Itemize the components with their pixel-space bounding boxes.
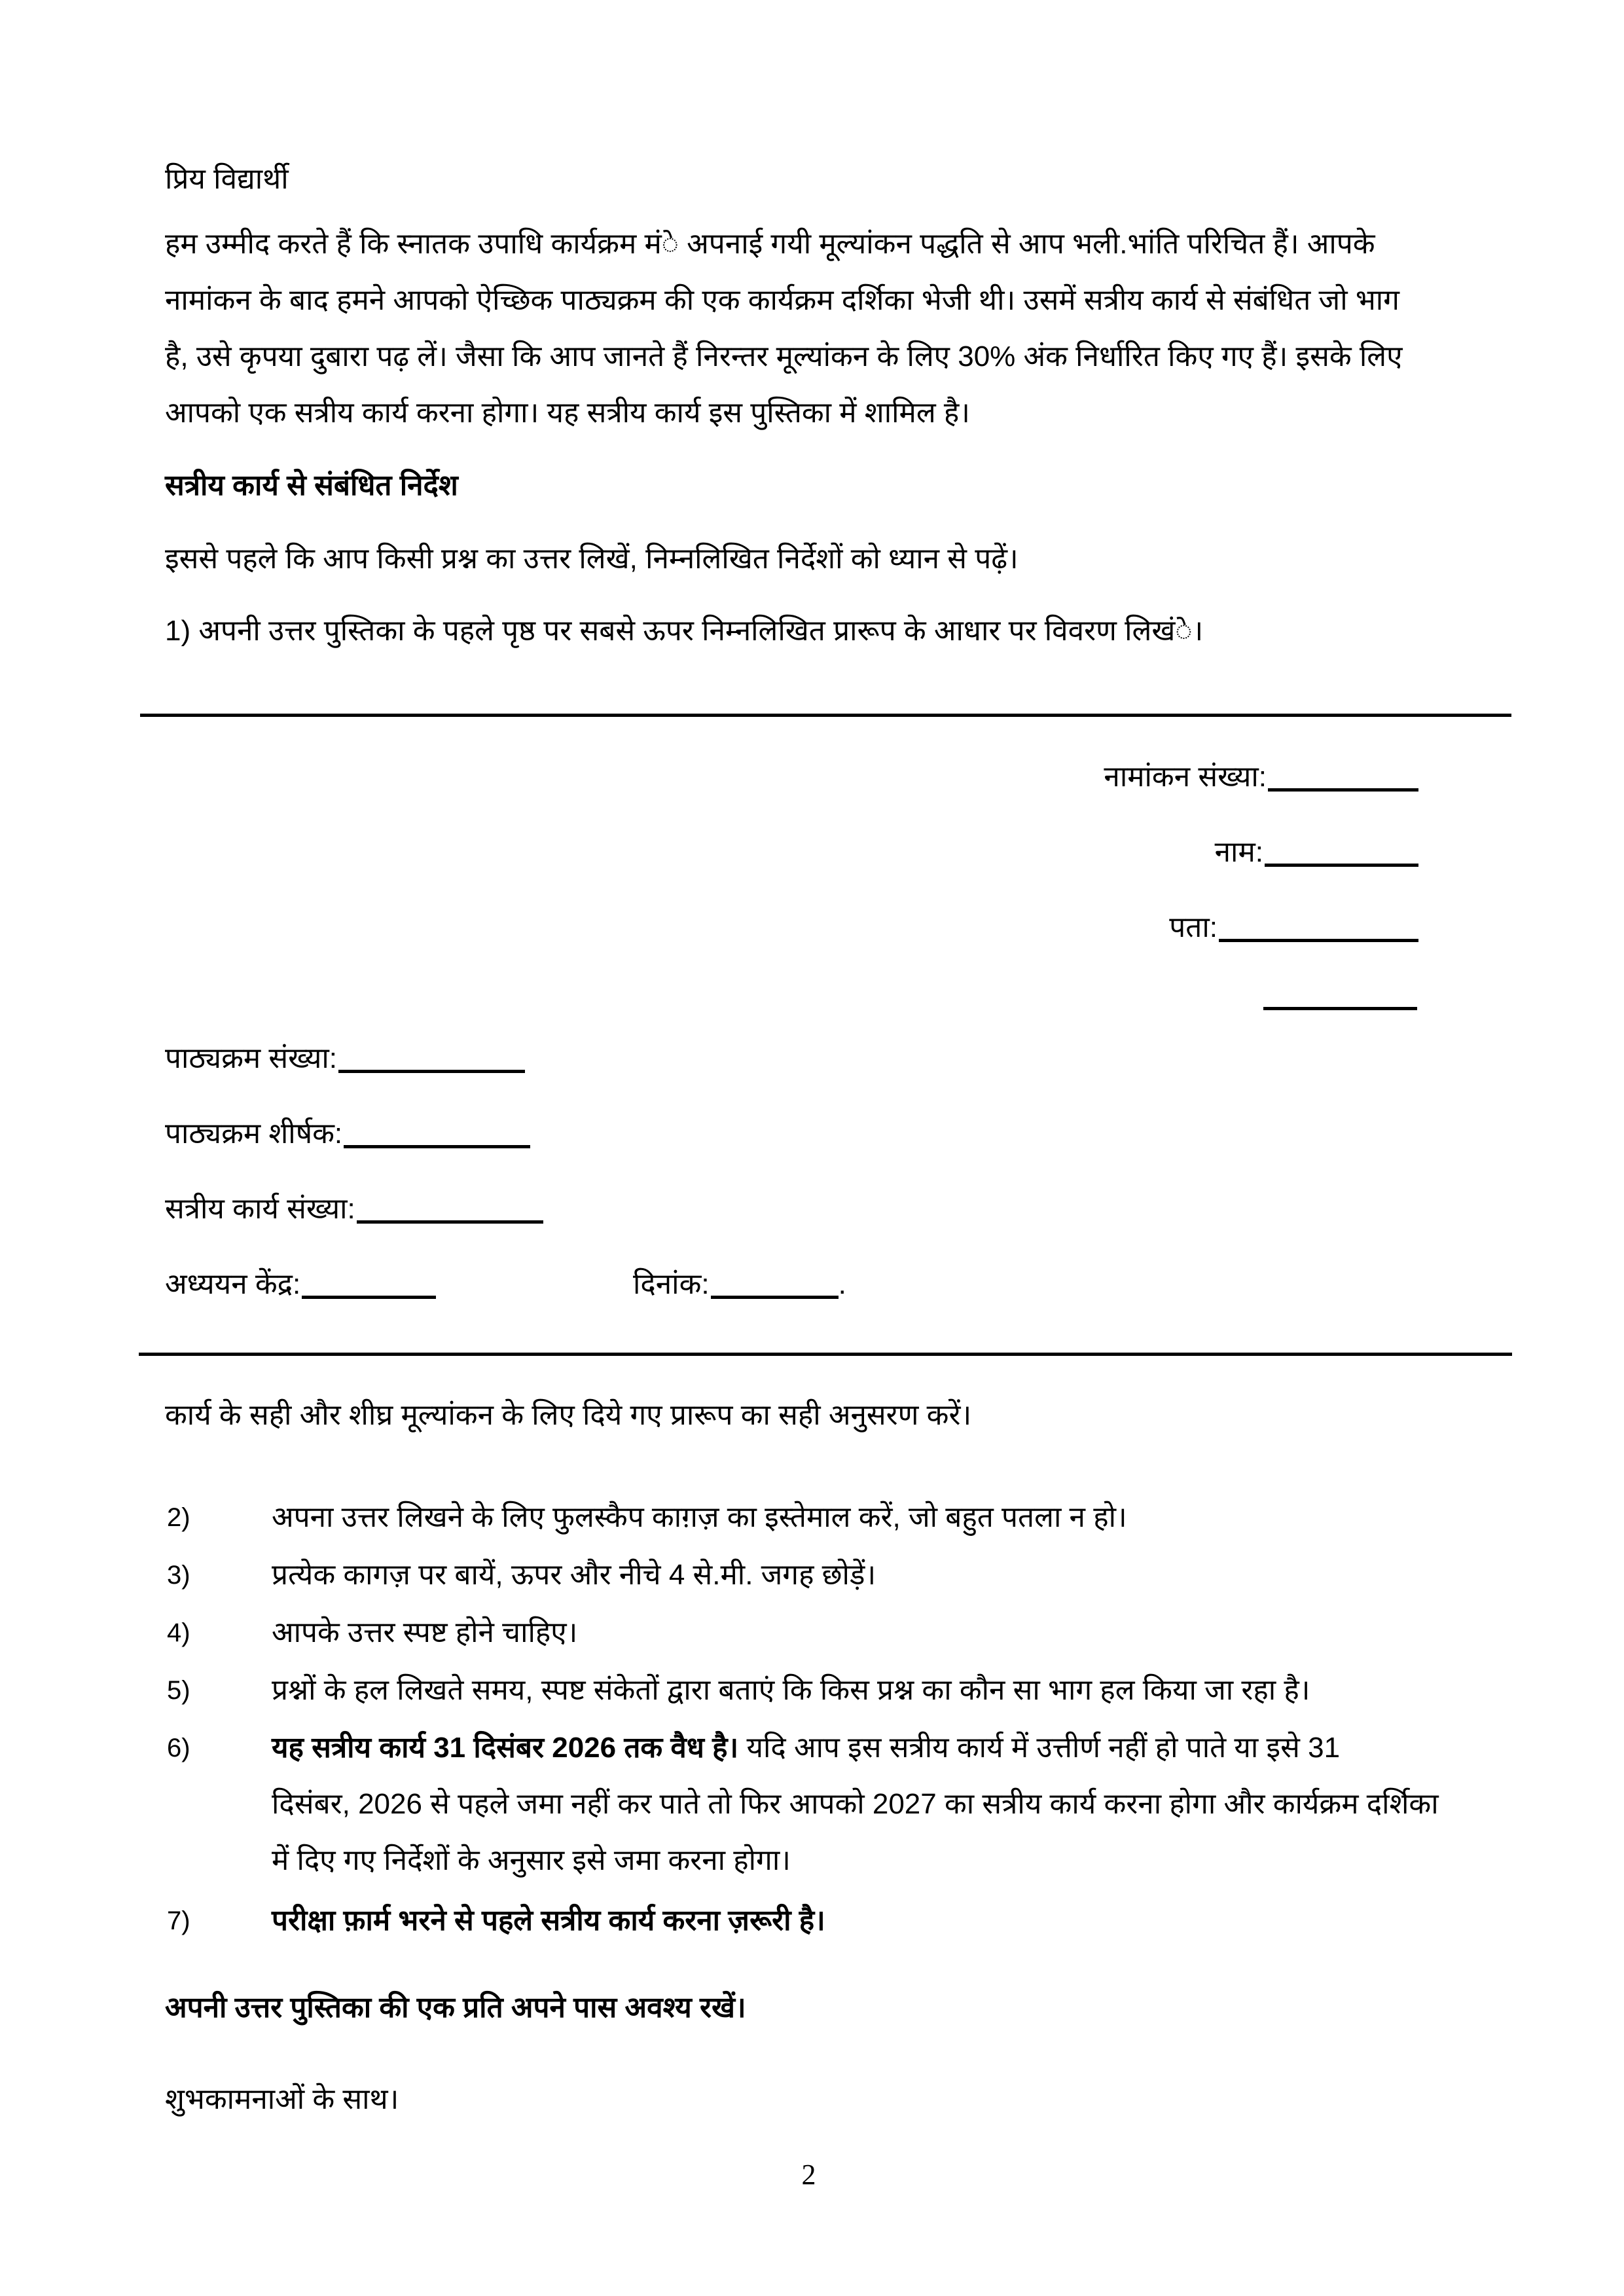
list-item-body [272, 1547, 1510, 1603]
field-enrolment-number-rule[interactable] [1268, 766, 1418, 792]
field-date [633, 1270, 846, 1299]
list-item-number: 3) [167, 1561, 190, 1590]
intro-paragraph-line-3: है, उसे कृपया दुबारा पढ़ लें। जैसा कि आप जानते हैं निरन्तर मूल्यांकन के लिए 30% अंक निर्धारित किए गए हैं। इसके लिए [165, 340, 1403, 373]
list-item [165, 1605, 1510, 1661]
page-number-value: 2 [801, 2159, 816, 2191]
list-item-body [272, 1489, 1510, 1546]
closing-bold-note: अपनी उत्तर पुस्तिका की एक प्रति अपने पास अवश्य रखें। [165, 1992, 746, 2024]
intro-paragraph-line-2: नामांकन के बाद हमने आपको ऐच्छिक पाठ्यक्रम की एक कार्यक्रम दर्शिका भेजी थी। उसमें सत्रीय कार्य से संबंधित जो भाग [165, 284, 1399, 316]
field-name-rule[interactable] [1265, 841, 1418, 867]
page-number [0, 2160, 1624, 2189]
list-item-body [272, 1662, 1510, 1719]
list-item-line: दिसंबर, 2026 से पहले जमा नहीं कर पाते तो फिर आपको 2027 का सत्रीय कार्य करना होगा और कार्यक्रम दर्शिका [272, 1788, 1439, 1820]
field-course-title [165, 1120, 530, 1148]
field-address-label: पता: [1169, 911, 1218, 943]
field-date-trailing-dot: . [838, 1268, 846, 1300]
field-enrolment-number-label: नामांकन संख्या: [1104, 761, 1267, 793]
list-item-body [272, 1720, 1510, 1889]
list-item [165, 1720, 1510, 1889]
field-course-title-rule[interactable] [344, 1123, 530, 1148]
list-item-line: अपना उत्तर लिखने के लिए फुलस्कैप काग़ज़ का इस्तेमाल करें, जो बहुत पतला न हो। [272, 1501, 1127, 1533]
intro-paragraph-line-1: हम उम्मीद करते हैं कि स्नातक उपाधि कार्यक्रम मं◌े अपनाई गयी मूल्यांकन पद्धति से आप भली.भांति परिचित हैं। आपके [165, 228, 1375, 260]
list-item-number: 2) [167, 1503, 190, 1532]
list-item-line [272, 1720, 1510, 1776]
field-date-label: दिनांक: [633, 1268, 710, 1300]
field-address-continuation-rule[interactable] [1263, 1007, 1417, 1010]
list-item [165, 1547, 1510, 1603]
field-address [1169, 913, 1418, 942]
intro-paragraph-line-4: आपको एक सत्रीय कार्य करना होगा। यह सत्रीय कार्य इस पुस्तिका में शामिल है। [165, 397, 970, 429]
after-form-note: कार्य के सही और शीघ्र मूल्यांकन के लिए दिये गए प्रारूप का सही अनुसरण करें। [165, 1399, 972, 1431]
field-name-label: नाम: [1214, 836, 1263, 868]
list-item-line: प्रत्येक कागज़ पर बायें, ऊपर और नीचे 4 से.मी. जगह छोड़ें। [272, 1559, 876, 1591]
field-course-number-label: पाठ्यक्रम संख्या: [165, 1042, 338, 1074]
list-item-line-rest: यदि आप इस सत्रीय कार्य में उत्तीर्ण नहीं हो पाते या इसे 31 [738, 1732, 1341, 1764]
list-item [165, 1893, 1510, 1949]
form-top-divider [140, 714, 1511, 717]
field-date-rule[interactable] [711, 1273, 839, 1299]
list-item-bold-deadline: यह सत्रीय कार्य 31 दिसंबर 2026 तक वैध है। [272, 1732, 739, 1764]
list-item-number: 5) [167, 1676, 190, 1705]
field-course-title-label: पाठ्यक्रम शीर्षक: [165, 1118, 343, 1150]
list-item-body [272, 1605, 1510, 1661]
list-item-number: 4) [167, 1618, 190, 1647]
list-item-body [272, 1893, 1510, 1949]
field-study-centre-rule[interactable] [302, 1273, 436, 1299]
salutation: प्रिय विद्यार्थी [165, 163, 289, 195]
field-study-centre-label: अध्ययन केंद्र: [165, 1268, 301, 1300]
section-heading: सत्रीय कार्य से संबंधित निर्देश [165, 469, 458, 501]
field-assignment-number-label: सत्रीय कार्य संख्या: [165, 1193, 355, 1225]
list-item-number: 7) [167, 1906, 190, 1935]
list-item-line: प्रश्नों के हल लिखते समय, स्पष्ट संकेतों द्वारा बताएं कि किस प्रश्न का कौन सा भाग हल किया जा रहा है। [272, 1674, 1310, 1706]
list-item-line: में दिए गए निर्देशों के अनुसार इसे जमा करना होगा। [272, 1844, 791, 1876]
closing-line: शुभकामनाओं के साथ। [165, 2083, 399, 2115]
field-address-rule[interactable] [1219, 917, 1418, 942]
list-item-line: आपके उत्तर स्पष्ट होने चाहिए। [272, 1616, 578, 1649]
field-name [1215, 838, 1418, 867]
list-item [165, 1489, 1510, 1546]
list-item-line: परीक्षा फ़ार्म भरने से पहले सत्रीय कार्य करना ज़रूरी है। [272, 1904, 825, 1937]
field-assignment-number-rule[interactable] [357, 1198, 543, 1224]
field-course-number-rule[interactable] [338, 1048, 525, 1073]
list-item [165, 1662, 1510, 1719]
instruction-lead: इससे पहले कि आप किसी प्रश्न का उत्तर लिखें, निम्नलिखित निर्देशों को ध्यान से पढ़ें। [165, 543, 1019, 575]
field-enrolment-number [1104, 763, 1418, 792]
field-course-number [165, 1044, 525, 1073]
list-item-number: 6) [167, 1734, 190, 1762]
intro-paragraph [165, 216, 1510, 441]
field-assignment-number [165, 1195, 543, 1224]
instruction-item-1: 1) अपनी उत्तर पुस्तिका के पहले पृष्ठ पर सबसे ऊपर निम्नलिखित प्रारूप के आधार पर विवरण लिखं◌े। [165, 615, 1204, 647]
field-study-centre [165, 1270, 436, 1299]
form-bottom-divider [139, 1353, 1512, 1356]
